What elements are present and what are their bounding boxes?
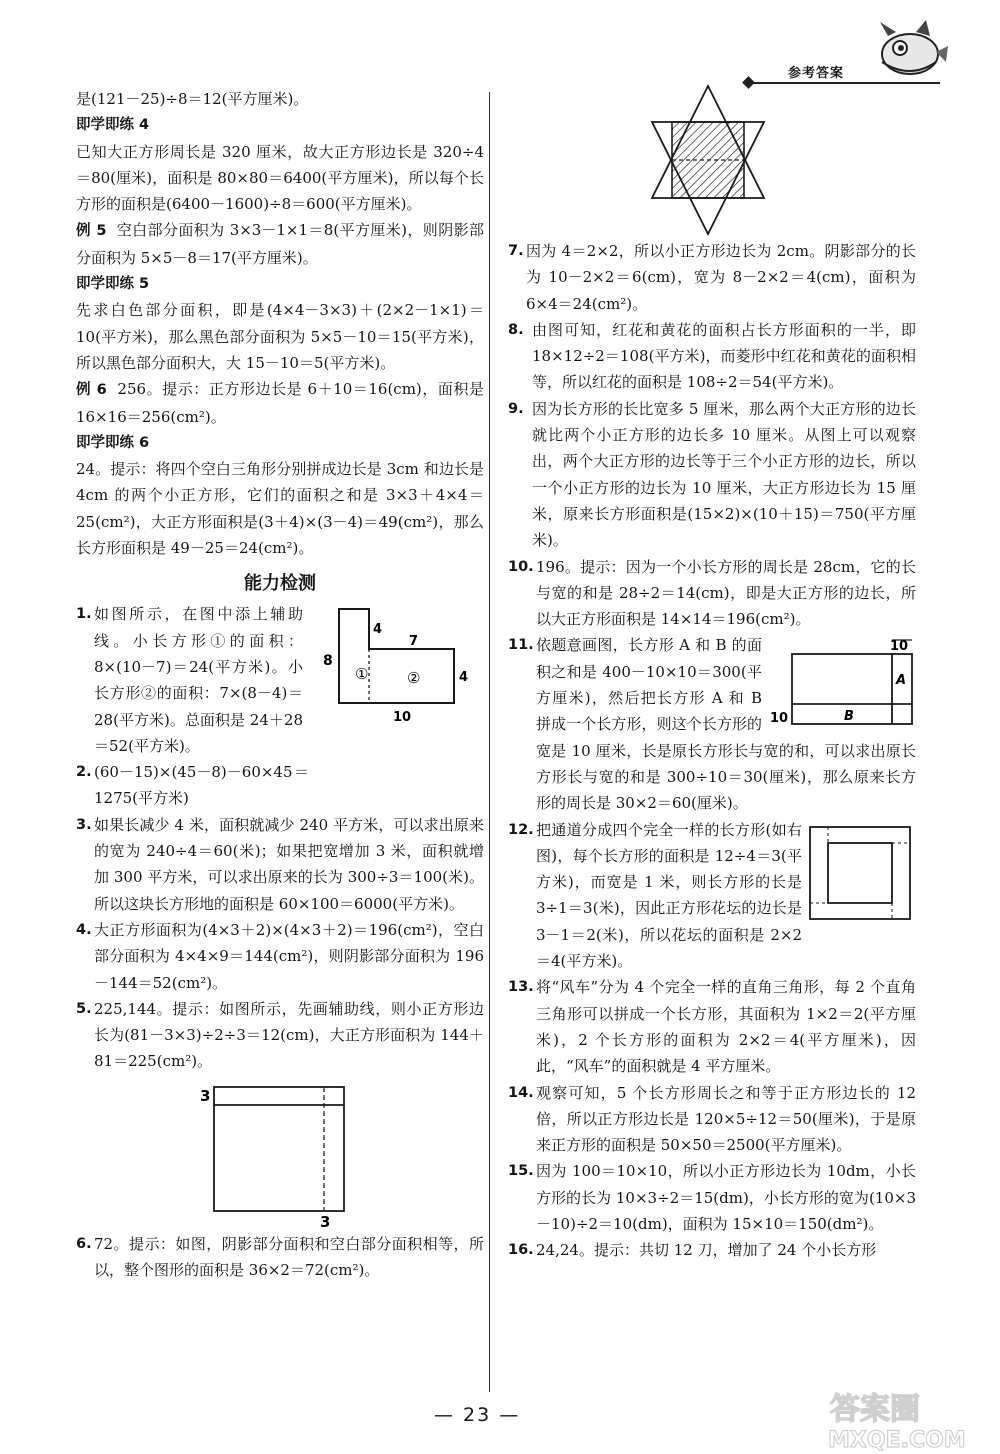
question-number: 6. xyxy=(76,1235,92,1252)
question-number: 10. xyxy=(508,558,534,575)
example-answer xyxy=(76,376,484,430)
example-answer xyxy=(76,217,484,271)
example-text: 空白部分面积为 3×3－1×1＝8(平方厘米)，则阴影部分面积为 5×5－8＝17(平方厘米)。 xyxy=(76,221,484,267)
answer-text: 是(121－25)÷8＝12(平方厘米)。 xyxy=(76,90,309,108)
question-10: 10. 196。提示：因为一个小长方形的周长是 28cm，它的长与宽的和是 28÷2＝14(cm)，即是大正方形的边长，所以大正方形面积是 14×14＝196(cm²)。 xyxy=(508,554,916,633)
fig5-label-top: 3 xyxy=(200,1086,211,1105)
star-figure xyxy=(638,78,778,238)
question-4: 4. 大正方形面积为(4×3＋2)×(4×3＋2)＝196(cm²)，空白部分面积为 4×4×9＝144(cm²)，则阴影部分面积为 196－144＝52(cm²)。 xyxy=(76,917,484,996)
answer-text: 先求白色部分面积，即是(4×4－3×3)＋(2×2－1×1)＝10(平方米)，那么黑色部分面积为 5×5－10＝15(平方米)，所以黑色部分面积大，大 15－10＝5(平方米)。 xyxy=(76,301,484,372)
question-13: 13. 将“风车”分为 4 个完全一样的直角三角形，每 2 个直角三角形可以拼成一个长方形，其面积为 1×2＝2(平方厘米)，2 个长方形的面积为 2×2＝4(平方厘米)，因此，“风车”的面积就是 4 平方厘米。 xyxy=(508,974,916,1079)
question-number: 4. xyxy=(76,921,92,938)
question-12 xyxy=(508,817,916,975)
watermark-top: 答案圈 xyxy=(830,1392,920,1427)
header-label: 参考答案 xyxy=(788,66,845,81)
question-number: 16. xyxy=(508,1242,534,1259)
fig1-label-7: 7 xyxy=(409,634,419,650)
fig5-label-bottom: 3 xyxy=(320,1212,331,1231)
question-number: 13. xyxy=(508,979,534,996)
practice-heading: 即学即练 4 xyxy=(76,117,150,134)
question-6: 6. 72。提示：如图，阴影部分面积和空白部分面积相等，所以，整个图形的面积是 36×2＝72(cm²)。 xyxy=(76,1231,484,1284)
question-number: 1. xyxy=(76,606,92,623)
fig1-label-4b: 4 xyxy=(459,670,469,686)
fig1-label-10: 10 xyxy=(393,710,412,724)
fig1-label-4a: 4 xyxy=(373,622,383,638)
page-number: — 23 — xyxy=(434,1404,521,1426)
watermark-bottom: MXQE.COM xyxy=(828,1428,966,1453)
practice-heading: 即学即练 6 xyxy=(76,434,150,451)
fig11-label-top: 10 xyxy=(890,639,909,655)
fig11-label-B: B xyxy=(844,709,854,725)
fig11-label-A: A xyxy=(896,673,907,689)
question-8: 8. 由图可知，红花和黄花的面积占长方形面积的一半，即 18×12÷2＝108(平方米)，而菱形中红花和黄花的面积相等，所以红花的面积是 108÷2＝54(平方米)。 xyxy=(508,317,916,396)
question-3: 3. 如果长减少 4 米，面积就减少 240 平方米，可以求出原来的宽为 240÷4＝60(米)；如果把宽增加 3 米，面积就增加 300 平方米，可以求出原来的长为 300÷3＝100(米)。所以这块长方形地的面积是 60×100＝6000(平方米)。 xyxy=(76,812,484,917)
question-number: 9. xyxy=(508,400,524,417)
question-1 xyxy=(76,601,484,759)
right-column xyxy=(508,78,916,1264)
question-number: 14. xyxy=(508,1084,534,1101)
column-divider xyxy=(489,92,490,1392)
example-label: 例 5 xyxy=(76,223,107,240)
answer-text: 已知大正方形周长是 320 厘米，故大正方形边长是 320÷4＝80(厘米)，面积是 80×80＝6400(平方厘米)，所以每个长方形的面积是(6400－1600)÷8＝600(平方厘米)。 xyxy=(76,142,484,214)
practice-heading: 即学即练 5 xyxy=(76,276,150,293)
fig1-label-8: 8 xyxy=(323,653,333,670)
answer-text: 24。提示：将四个空白三角形分别拼成边长是 3cm 和边长是 4cm 的两个小正方形，它们的面积之和是 3×3＋4×4＝25(cm²)，大正方形面积是(3＋4)×(3－4)＝49(cm²)，那么长方形面积是 49－25＝24(cm²)。 xyxy=(76,460,484,558)
question-9: 9. 因为长方形的长比宽多 5 厘米，那么两个大正方形的边长就比两个小正方形的边长多 10 厘米。从图上可以观察出，两个大正方形的边长等于三个小正方形的边长，所以一个小正方形的边长为 10 厘米，大正方形边长为 15 厘米，原来长方形面积是(15×2)×(10＋15)＝750(平方厘米)。 xyxy=(508,396,916,554)
question-number: 2. xyxy=(76,764,92,781)
question-15: 15. 因为 100＝10×10，所以小正方形边长为 10dm，小长方形的长为 10×3÷2＝15(dm)，小长方形的宽为(10×3－10)÷2＝10(dm)，面积为 15×10＝150(dm²)。 xyxy=(508,1158,916,1237)
question-number: 15. xyxy=(508,1163,534,1180)
question-number: 11. xyxy=(508,637,534,654)
question-12-text: 12. 把通道分成四个完全一样的长方形(如右图)，每个长方形的面积是 12÷4＝3(平方米)，而宽是 1 米，则长方形的长是 3÷1＝3(米)，因此正方形花坛的边长是 3－1＝2(米)，所以花坛的面积是 2×2＝4(平方米)。 xyxy=(508,817,916,975)
question-number: 8. xyxy=(508,321,524,338)
watermark-logo xyxy=(820,1385,990,1453)
example-label: 例 6 xyxy=(76,382,107,399)
question-11-text: 11. 依题意画图，长方形 A 和 B 的面积之和是 400－10×10＝300(平方厘米)，然后把长方形 A 和 B 拼成一个长方形，则这个长方形的宽是 10 厘米，长是原长方形长与宽的和，可以求出原长方形长与宽的和是 300÷10＝30(厘米)，那么原来长方形的周长是 30×2＝60(厘米)。 xyxy=(508,632,916,816)
left-column xyxy=(76,86,484,1283)
question-2: 2. (60－15)×(45－8)－60×45＝1275(平方米) xyxy=(76,759,484,812)
question-number: 5. xyxy=(76,1000,92,1017)
question-number: 7. xyxy=(508,243,524,259)
question-number: 12. xyxy=(508,821,534,838)
question-16: 16. 24,24。提示：共切 12 刀，增加了 24 个小长方形 xyxy=(508,1237,916,1263)
question-7: 7. 因为 4＝2×2，所以小正方形边长为 2cm。阴影部分的长为 10－2×2＝6(cm)，宽为 8－2×2＝4(cm)，面积为 6×4＝24(cm²)。 xyxy=(508,238,916,317)
question-number: 3. xyxy=(76,816,92,833)
example-text: 256。提示：正方形边长是 6＋10＝16(cm)，面积是 16×16＝256(cm²)。 xyxy=(76,380,485,426)
section-title: 能力检测 xyxy=(244,573,316,595)
mascot-icon xyxy=(870,18,950,84)
question-5: 5. 225,144。提示：如图所示，先画辅助线，则小正方形边长为(81－3×3)÷2÷3＝12(cm)，大正方形面积为 144＋81＝225(cm²)。 xyxy=(76,996,484,1075)
figure-5 xyxy=(186,1081,356,1231)
question-11 xyxy=(508,632,916,816)
fig11-label-left: 10 xyxy=(770,711,789,727)
question-14: 14. 观察可知，5 个长方形周长之和等于正方形边长的 12 倍，所以正方形边长是 120×5÷12＝50(厘米)，于是原来正方形的面积是 50×50＝2500(平方厘米)。 xyxy=(508,1080,916,1159)
fig1-circle-1: ① xyxy=(355,665,369,684)
question-1-text: 1. 如图所示，在图中添上辅助线。小长方形①的面积：8×(10－7)＝24(平方米)。小长方形②的面积：7×(8－4)＝28(平方米)。总面积是 24＋28＝52(平方米)。 xyxy=(76,601,484,759)
fig1-circle-2: ② xyxy=(407,669,421,688)
